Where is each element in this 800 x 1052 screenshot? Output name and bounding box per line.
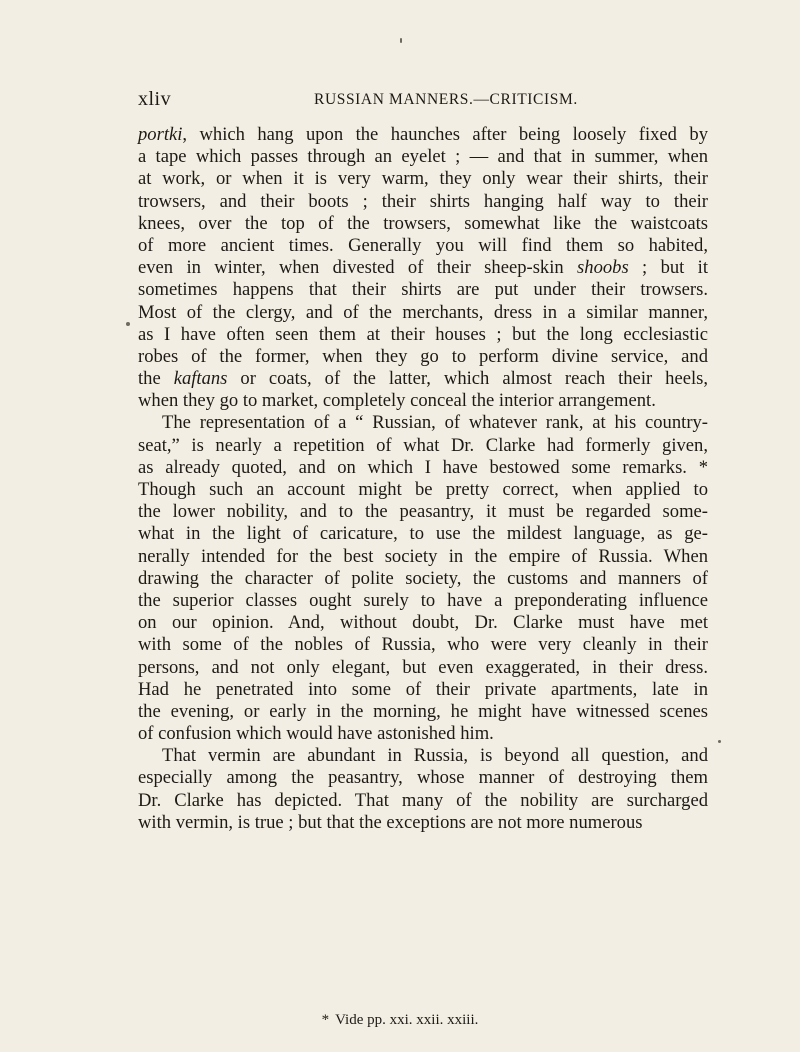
text-line: trowsers, and their boots ; their shirts hanging half way to their bbox=[138, 190, 708, 212]
page-number: xliv bbox=[138, 88, 172, 110]
text-line: robes of the former, when they go to perform divine service, and bbox=[138, 345, 708, 367]
footnote-mark: * bbox=[321, 1012, 330, 1028]
text-line: nerally intended for the best society in the empire of Russia. When bbox=[138, 545, 708, 567]
text-line: That vermin are abundant in Russia, is beyond all question, and bbox=[162, 745, 708, 767]
text-line: the kaftans or coats, of the latter, which almost reach their heels, bbox=[138, 368, 708, 390]
text-line: knees, over the top of the trowsers, somewhat like the waistcoats bbox=[138, 212, 708, 234]
text-line: especially among the peasantry, whose manner of destroying them bbox=[138, 767, 708, 789]
text-line: the lower nobility, and to the peasantry, it must be regarded some- bbox=[138, 501, 708, 523]
paper-speck bbox=[400, 38, 402, 43]
body-text bbox=[138, 124, 708, 834]
paper-speck bbox=[126, 322, 130, 326]
running-title: RUSSIAN MANNERS.—CRITICISM. bbox=[314, 91, 578, 108]
text-line: sometimes happens that their shirts are put under their trowsers. bbox=[138, 279, 708, 301]
text-line: seat,” is nearly a repetition of what Dr. Clarke had formerly given, bbox=[138, 434, 708, 456]
text-line: on our opinion. And, without doubt, Dr. Clarke must have met bbox=[138, 612, 708, 634]
text-line: with some of the nobles of Russia, who were very cleanly in their bbox=[138, 634, 708, 656]
text-line: with vermin, is true ; but that the exceptions are not more numerous bbox=[138, 811, 643, 833]
text-line: Dr. Clarke has depicted. That many of the nobility are surcharged bbox=[138, 789, 708, 811]
italic-term: portki bbox=[138, 124, 183, 145]
text-line: what in the light of caricature, to use the mildest language, as ge- bbox=[138, 523, 708, 545]
paper-speck bbox=[718, 740, 721, 743]
text-line: even in winter, when divested of their sheep-skin shoobs ; but it bbox=[138, 257, 709, 279]
text-line: when they go to market, completely conceal the interior arrangement. bbox=[138, 390, 656, 412]
italic-term: kaftans bbox=[173, 368, 228, 390]
text-line: Most of the clergy, and of the merchants, dress in a similar manner, bbox=[138, 301, 708, 323]
text-line: portki, which hang upon the haunches after being loosely fixed by bbox=[138, 124, 708, 145]
text-line: a tape which passes through an eyelet ; — and that in summer, when bbox=[138, 146, 708, 168]
text-line: Had he penetrated into some of their private apartments, late in bbox=[138, 678, 708, 700]
text-line: as I have often seen them at their houses ; but the long ecclesiastic bbox=[138, 323, 708, 345]
text-line: of more ancient times. Generally you will find them so habited, bbox=[138, 234, 708, 256]
footnote bbox=[0, 1012, 800, 1029]
text-line: The representation of a “ Russian, of whatever rank, at his country- bbox=[162, 412, 708, 434]
footnote-text: Vide pp. xxi. xxii. xxiii. bbox=[335, 1012, 479, 1028]
text-line: Though such an account might be pretty correct, when applied to bbox=[138, 479, 708, 500]
text-line: drawing the character of polite society, the customs and manners of bbox=[138, 567, 708, 589]
italic-term: shoobs bbox=[577, 257, 629, 279]
text-line: the evening, or early in the morning, he might have witnessed scenes bbox=[138, 700, 708, 722]
text-line: persons, and not only elegant, but even exaggerated, in their dress. bbox=[138, 656, 708, 678]
text-line: the superior classes ought surely to have a preponderating influence bbox=[138, 589, 708, 611]
text-line: at work, or when it is very warm, they only wear their shirts, their bbox=[138, 168, 708, 190]
text-line: as already quoted, and on which I have bestowed some remarks. * bbox=[138, 456, 708, 478]
page-header bbox=[138, 88, 708, 112]
text-line: of confusion which would have astonished him. bbox=[138, 723, 494, 745]
